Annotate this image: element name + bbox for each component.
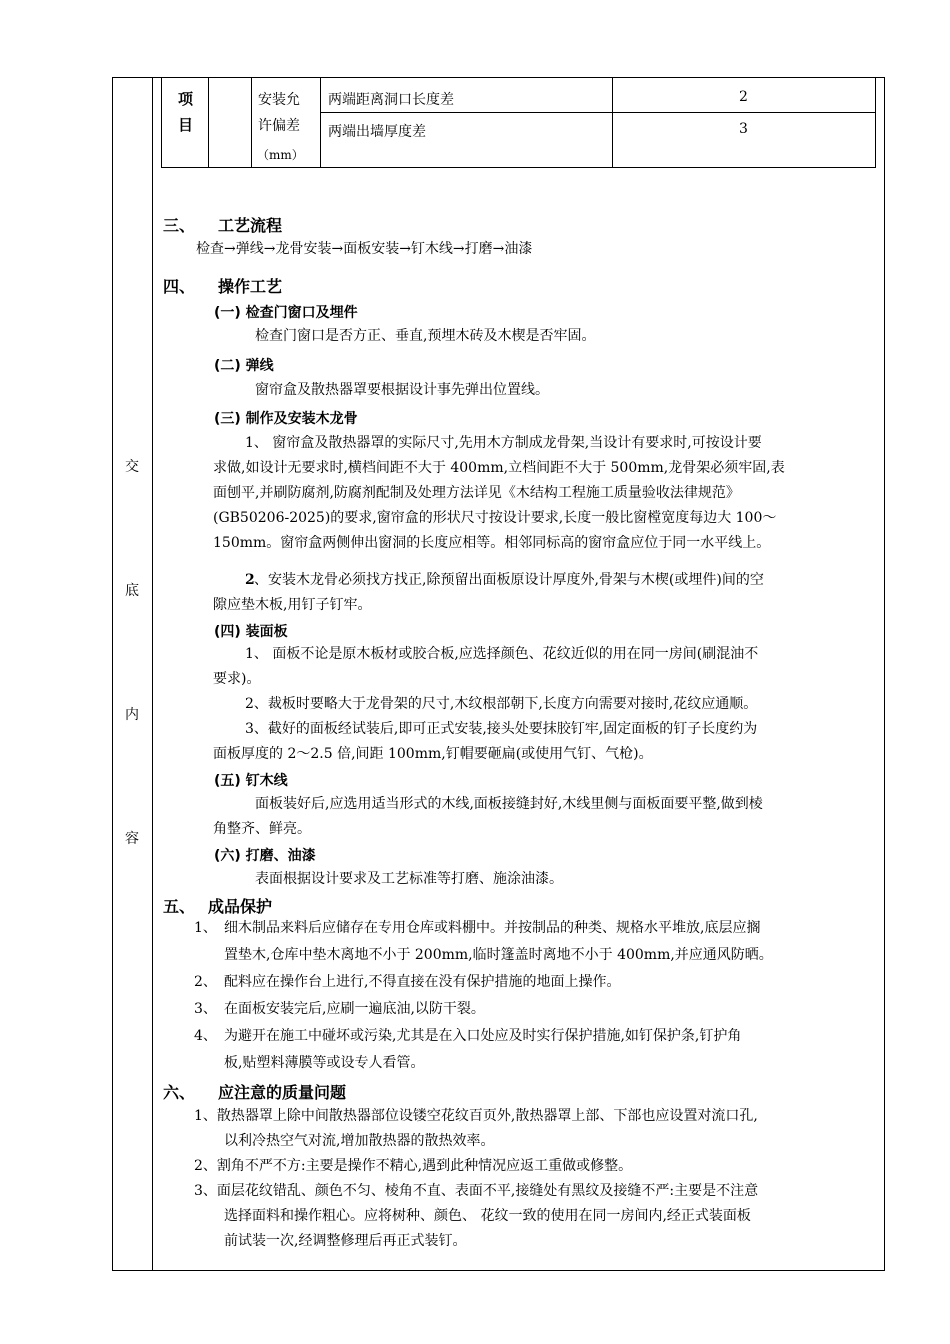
section-5-item-3-number: 3、 (194, 1001, 217, 1017)
left-label-char-4: 容 (125, 831, 139, 847)
section-4-sub-2-title: (二) 弹线 (214, 358, 274, 374)
section-6-item-2-line-1: 2、割角不严不方:主要是操作不精心,遇到此种情况应返工重做或修整。 (194, 1158, 633, 1174)
table-row-1-name: 两端距离洞口长度差 (328, 92, 454, 108)
section-3-title: 工艺流程 (218, 216, 283, 235)
section-4-sub-4-p3-line-1: 3、截好的面板经试装后,即可正式安装,接头处要抹胶钉牢,固定面板的钉子长度约为 (245, 721, 758, 737)
section-5-item-2-line-1: 配料应在操作台上进行,不得直接在没有保护措施的地面上操作。 (224, 974, 621, 990)
table-tolerance-label-1: 安装允 (258, 92, 300, 108)
outer-border-bottom (112, 1270, 885, 1271)
left-label-char-1: 交 (125, 459, 139, 475)
section-4-sub-3-p2-line-2: 隙应垫木板,用钉子钉牢。 (213, 597, 372, 613)
section-4-sub-3-p2-line-1: 、安装木龙骨必须找方找正,除预留出面板原设计厚度外,骨架与木楔(或埋件)间的空 (254, 572, 764, 588)
table-col-line-3 (320, 77, 321, 168)
section-4-sub-3-p1-line-4: (GB50206-2025)的要求,窗帘盒的形状尺寸按设计要求,长度一般比窗樘宽度每边大 100～ (213, 510, 777, 526)
table-row-1-value: 2 (739, 89, 748, 105)
section-5-number: 五、 (163, 897, 196, 916)
section-4-sub-1-text: 检查门窗口是否方正、垂直,预埋木砖及木楔是否牢固。 (255, 328, 596, 344)
table-bottom-line (161, 167, 876, 168)
section-5-item-1-line-1: 细木制品来料后应储存在专用仓库或料棚中。并按制品的种类、规格水平堆放,底层应搁 (224, 920, 761, 936)
table-col-line-1 (208, 77, 209, 168)
left-label-char-3: 内 (125, 707, 139, 723)
section-5-item-3-line-1: 在面板安装完后,应刷一遍底油,以防干裂。 (224, 1001, 485, 1017)
section-4-sub-4-p1-line-1: 1、 面板不论是原木板材或胶合板,应选择颜色、花纹近似的用在同一房间(刷混油不 (245, 646, 759, 662)
section-5-item-2-number: 2、 (194, 974, 217, 990)
table-item-label-2: 目 (178, 116, 194, 134)
section-5-item-1-number: 1、 (194, 920, 217, 936)
table-tolerance-unit: （mm） (257, 148, 304, 162)
section-4-sub-5-line-1: 面板装好后,应选用适当形式的木线,面板接缝封好,木线里侧与面板面要平整,做到棱 (255, 796, 763, 812)
section-4-sub-6-title: (六) 打磨、油漆 (214, 848, 316, 864)
section-5-item-4-line-2: 板,贴塑料薄膜等或设专人看管。 (224, 1055, 425, 1071)
section-4-sub-4-title: (四) 装面板 (214, 624, 288, 640)
section-6-title: 应注意的质量问题 (218, 1083, 347, 1102)
section-4-sub-2-text: 窗帘盒及散热器罩要根据设计事先弹出位置线。 (255, 382, 549, 398)
label-column-divider (152, 77, 153, 1271)
section-6-item-1-line-2: 以利冷热空气对流,增加散热器的散热效率。 (224, 1133, 495, 1149)
table-col-line-2 (251, 77, 252, 168)
section-4-sub-4-p2: 2、裁板时要略大于龙骨架的尺寸,木纹根部朝下,长度方向需要对接时,花纹应通顺。 (245, 696, 758, 712)
section-4-sub-3-p2-number: 2 (245, 572, 255, 588)
table-right-line (875, 77, 876, 168)
section-4-sub-3-title: (三) 制作及安装木龙骨 (214, 411, 358, 427)
section-5-item-4-line-1: 为避开在施工中碰坏或污染,尤其是在入口处应及时实行保护措施,如钉保护条,钉护角 (224, 1028, 742, 1044)
table-item-label-1: 项 (178, 90, 194, 108)
section-4-sub-1-title: (一) 检查门窗口及埋件 (214, 305, 358, 321)
section-6-item-3-line-2: 选择面料和操作粗心。应将树种、颜色、 花纹一致的使用在同一房间内,经正式装面板 (224, 1208, 751, 1224)
section-4-sub-3-p1-line-3: 面刨平,并刷防腐剂,防腐剂配制及处理方法详见《木结构工程施工质量验收法律规范》 (213, 485, 740, 501)
section-4-sub-3-p1-line-1: 1、 窗帘盒及散热器罩的实际尺寸,先用木方制成龙骨架,当设计有要求时,可按设计要 (245, 435, 762, 451)
section-4-sub-6-text: 表面根据设计要求及工艺标准等打磨、施涂油漆。 (255, 871, 563, 887)
section-5-item-4-number: 4、 (194, 1028, 217, 1044)
section-4-number: 四、 (163, 277, 196, 296)
table-left-line (161, 77, 162, 168)
section-5-title: 成品保护 (208, 897, 273, 916)
section-4-sub-5-title: (五) 钉木线 (214, 773, 288, 789)
section-5-item-1-line-2: 置垫木,仓库中垫木离地不小于 200mm,临时篷盖时离地不小于 400mm,并应通风防晒。 (224, 947, 773, 963)
table-row-2-name: 两端出墙厚度差 (328, 124, 426, 140)
outer-border-left (112, 77, 113, 1271)
outer-border-right (884, 77, 885, 1271)
section-3-number: 三、 (163, 216, 196, 235)
section-6-item-1-line-1: 1、散热器罩上除中间散热器部位设镂空花纹百页外,散热器罩上部、下部也应设置对流口孔, (194, 1108, 758, 1124)
table-row-2-value: 3 (739, 121, 748, 137)
section-4-sub-3-p1-line-2: 求做,如设计无要求时,横档间距不大于 400mm,立档间距不大于 500mm,龙骨架必须牢固,表 (213, 460, 785, 476)
section-4-sub-3-p1-line-5: 150mm。窗帘盒两侧伸出窗洞的长度应相等。相邻同标高的窗帘盒应位于同一水平线上。 (213, 535, 771, 551)
table-row-divider (320, 112, 876, 113)
section-4-title: 操作工艺 (218, 277, 283, 296)
table-tolerance-label-2: 许偏差 (258, 118, 300, 134)
section-4-sub-4-p3-line-2: 面板厚度的 2～2.5 倍,间距 100mm,钉帽要砸扁(或使用气钉、气枪)。 (213, 746, 653, 762)
section-6-item-3-line-3: 前试装一次,经调整修理后再正式装钉。 (224, 1233, 467, 1249)
section-3-flow: 检查→弹线→龙骨安装→面板安装→钉木线→打磨→油漆 (196, 241, 533, 257)
section-4-sub-4-p1-line-2: 要求)。 (213, 671, 261, 687)
section-6-number: 六、 (163, 1083, 196, 1102)
section-6-item-3-line-1: 3、面层花纹错乱、颜色不匀、棱角不直、表面不平,接缝处有黑纹及接缝不严:主要是不注意 (194, 1183, 759, 1199)
table-top-line (161, 77, 876, 78)
left-label-char-2: 底 (125, 583, 139, 599)
section-4-sub-5-line-2: 角整齐、鲜亮。 (213, 821, 311, 837)
